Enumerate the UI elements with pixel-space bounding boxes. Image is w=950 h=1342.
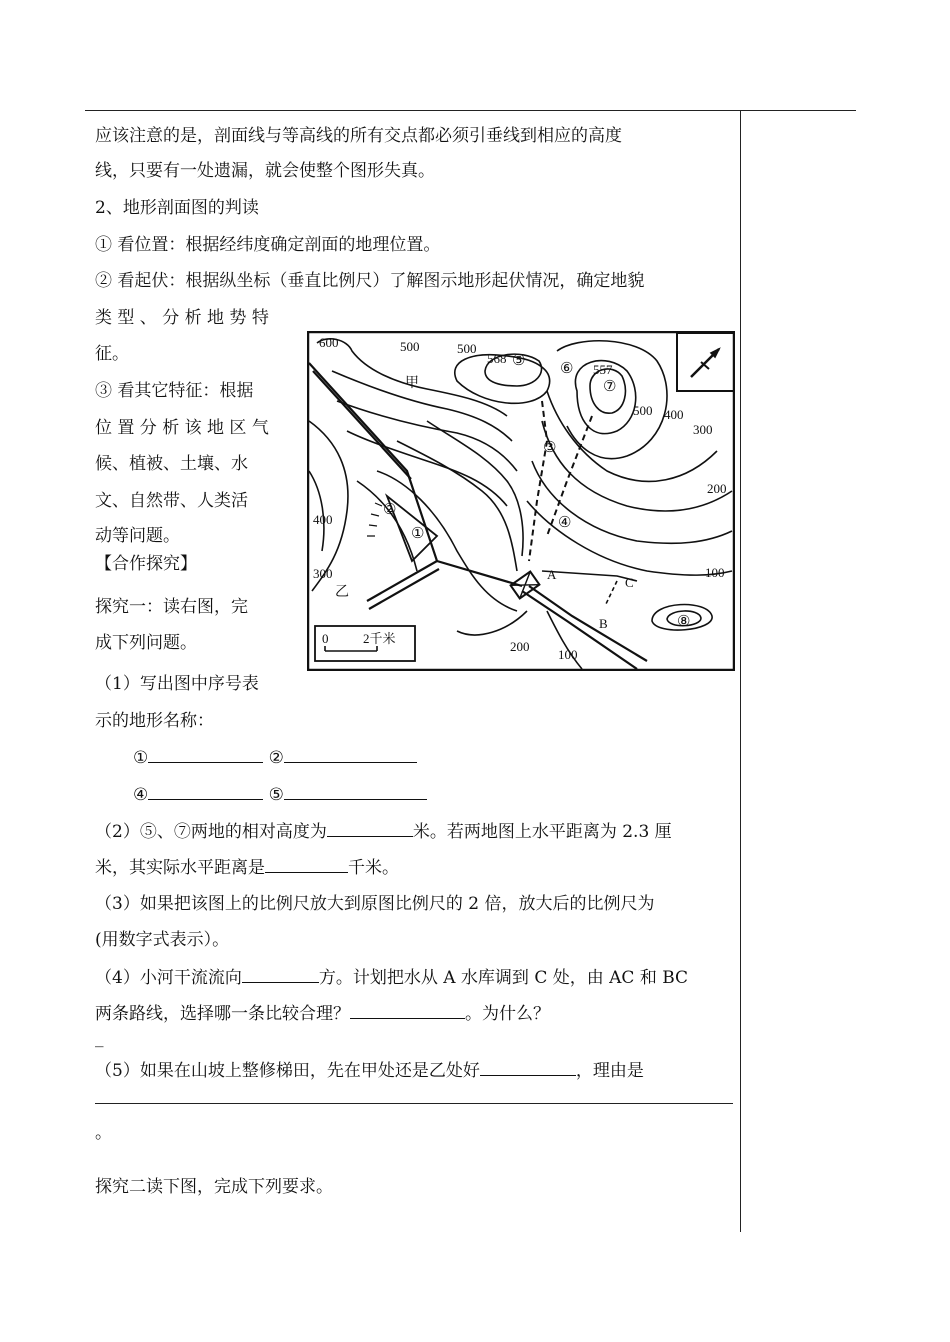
river-line xyxy=(367,561,437,601)
place-jia: 甲 xyxy=(405,376,419,391)
contour-label: 300 xyxy=(693,422,713,437)
answer-blank[interactable] xyxy=(265,856,348,873)
question-4-cont: 两条路线，选择哪一条比较合理？ 。为什么？ xyxy=(95,1004,550,1024)
scale-label: 2千米 xyxy=(363,631,396,646)
section-heading: 2、地形剖面图的判读 xyxy=(95,198,259,218)
text-line: 位 置 分 析 该 地 区 气 xyxy=(95,418,269,438)
contour-label: 600 xyxy=(319,335,339,350)
text-line: ③ 看其它特征：根据 xyxy=(95,381,254,401)
contour-line xyxy=(427,421,523,556)
contour-label: 400 xyxy=(664,407,684,422)
answer-blank[interactable] xyxy=(350,1002,465,1019)
answer-blank[interactable] xyxy=(284,746,417,763)
terrain-marker-4: ④ xyxy=(558,515,572,531)
question-2-cont: 米，其实际水平距离是 千米。 xyxy=(95,858,399,878)
terrain-marker-8: ⑧ xyxy=(677,614,691,630)
text-line: 示的地形名称： xyxy=(95,711,214,731)
text-line: ② 看起伏：根据纵坐标（垂直比例尺）了解图示地形起伏情况，确定地貌 xyxy=(95,271,645,291)
contour-line xyxy=(377,471,517,611)
contour-label: 100 xyxy=(558,647,578,662)
answer-blank[interactable] xyxy=(480,1059,576,1076)
map-frame xyxy=(308,332,734,670)
contour-label: 200 xyxy=(707,481,727,496)
text-line: 文、自然带、人类活 xyxy=(95,491,248,511)
river-line xyxy=(313,371,411,479)
river-line xyxy=(369,569,439,609)
contour-label: 400 xyxy=(313,512,333,527)
terrain-marker-5: ⑤ xyxy=(512,353,526,369)
contour-line xyxy=(527,501,732,575)
dash-mark: _ xyxy=(95,1028,104,1048)
question-3: （3）如果把该图上的比例尺放大到原图比例尺的 2 倍，放大后的比例尺为 xyxy=(95,894,655,914)
river-line xyxy=(529,586,647,661)
contour-line xyxy=(357,481,417,571)
question-5: （5）如果在山坡上整修梯田，先在甲处还是乙处好 ，理由是 xyxy=(95,1061,644,1081)
place-yi: 乙 xyxy=(335,585,349,600)
terrain-marker-7: ⑦ xyxy=(603,379,617,395)
text-line: ① 看位置：根据经纬度确定剖面的地理位置。 xyxy=(95,235,441,255)
terrain-marker-2: ② xyxy=(383,502,397,518)
reservoir-icon xyxy=(511,572,540,599)
answer-blank[interactable] xyxy=(242,966,319,983)
answer-line[interactable] xyxy=(95,1103,733,1104)
river-line xyxy=(309,363,522,586)
period-mark: 。 xyxy=(95,1123,112,1143)
contour-label: 100 xyxy=(705,565,725,580)
text-line: 候、植被、土壤、水 xyxy=(95,454,248,474)
spot-height: 568 xyxy=(487,351,507,366)
answer-blank[interactable] xyxy=(284,783,427,800)
scale-label: 0 xyxy=(322,631,329,646)
section-heading: 探究二读下图，完成下列要求。 xyxy=(95,1177,333,1197)
river-line xyxy=(522,591,637,669)
text-line: 类 型 、 分 析 地 势 特 xyxy=(95,308,269,328)
terrain-marker-1: ① xyxy=(411,526,425,542)
contour-label: 500 xyxy=(400,339,420,354)
answer-blank[interactable] xyxy=(148,783,263,800)
point-C: C xyxy=(625,575,634,590)
contour-label: 500 xyxy=(633,403,653,418)
text-line: 探究一：读右图，完 xyxy=(95,597,248,617)
side-rule xyxy=(740,110,741,1232)
question-4: （4）小河干流流向 方。计划把水从 A 水库调到 C 处，由 AC 和 BC xyxy=(95,968,689,988)
terrain-marker-6: ⑥ xyxy=(560,361,574,377)
cliff-hatch xyxy=(367,503,382,536)
answer-row: ① ② xyxy=(133,746,417,769)
ridge-line-dashed xyxy=(529,401,547,561)
spot-height: 557 xyxy=(593,362,613,377)
question-3-cont: (用数字式表示）。 xyxy=(95,930,230,950)
text-line: 线，只要有一处遗漏，就会使整个图形失真。 xyxy=(95,161,435,181)
answer-row: ④ ⑤ xyxy=(133,783,427,806)
section-heading: 【合作探究】 xyxy=(95,554,197,574)
contour-label: 200 xyxy=(510,639,530,654)
contour-line xyxy=(457,611,527,635)
answer-blank[interactable] xyxy=(327,820,413,837)
scale-bar xyxy=(325,646,377,651)
text-line: （1）写出图中序号表 xyxy=(95,674,259,694)
contour-map-svg xyxy=(307,331,735,671)
contour-line xyxy=(332,371,512,441)
text-line: 征。 xyxy=(95,344,129,364)
text-line: 应该注意的是，剖面线与等高线的所有交点都必须引垂线到相应的高度 xyxy=(95,126,622,146)
question-2: （2）⑤、⑦两地的相对高度为 米。若两地图上水平距离为 2.3 厘 xyxy=(95,822,672,842)
contour-label: 500 xyxy=(457,341,477,356)
route-line xyxy=(605,581,617,606)
contour-map xyxy=(307,331,735,671)
contour-line xyxy=(309,471,324,551)
answer-blank[interactable] xyxy=(148,746,263,763)
contour-label: 300 xyxy=(313,566,333,581)
terrain-marker-3: ③ xyxy=(543,440,557,456)
text-line: 动等问题。 xyxy=(95,526,180,546)
text-line: 成下列问题。 xyxy=(95,633,197,653)
point-A: A xyxy=(547,567,557,582)
point-B: B xyxy=(599,616,608,631)
